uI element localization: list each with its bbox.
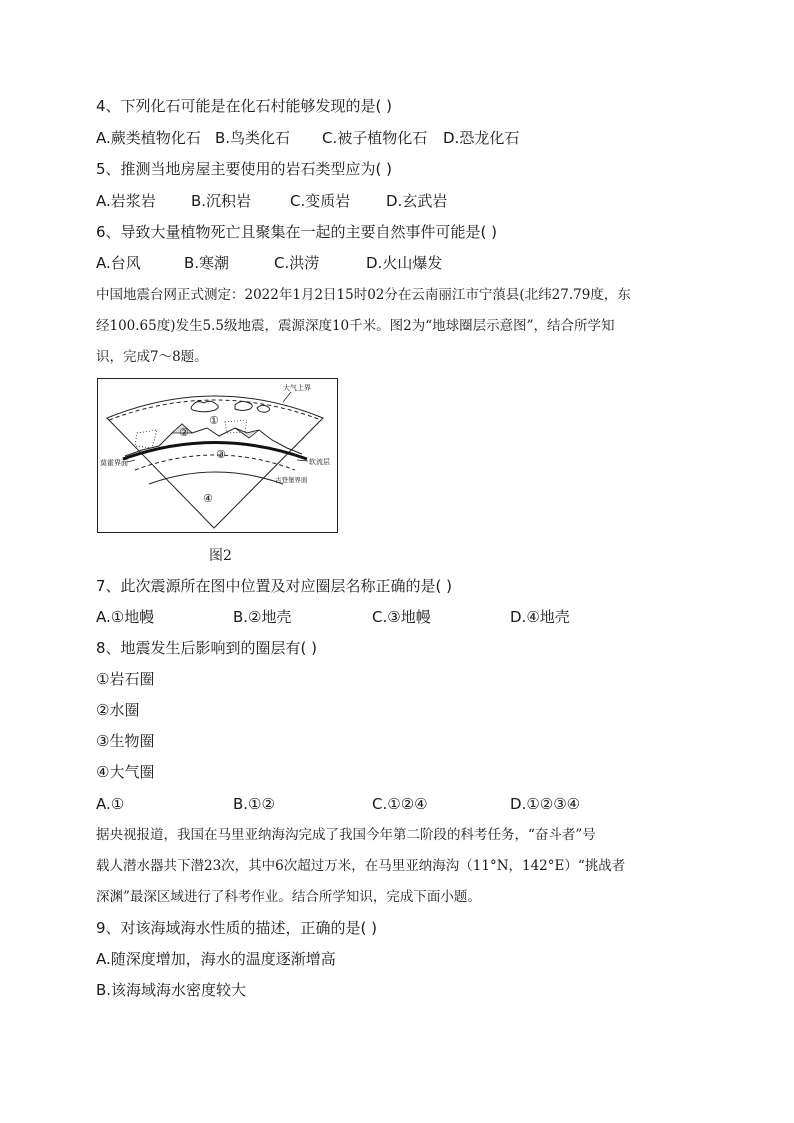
asthenosphere-label: 软流层: [309, 458, 330, 466]
q5-option-b: B.沉积岩: [191, 192, 252, 210]
passage1-line-1: 中国地震台网正式测定：2022年1月2日15时02分在云南丽江市宁蒗县(北纬27.79度，东: [96, 287, 631, 303]
q5-stem: 5、推测当地房屋主要使用的岩石类型应为( ): [96, 160, 393, 178]
q8-stem: 8、地震发生后影响到的圈层有( ): [96, 639, 318, 657]
figure-caption: 图2: [209, 548, 232, 564]
q5-option-d: D.玄武岩: [386, 192, 448, 210]
label-1: ①: [209, 414, 219, 427]
q4-option-c: C.被子植物化石: [322, 129, 428, 147]
cloud-shape: [235, 401, 252, 410]
atmosphere-top-label: 大气上界: [283, 384, 311, 392]
passage2-line-1: 据央视报道，我国在马里亚纳海沟完成了我国今年第二阶段的科考任务，“奋斗者”号: [96, 827, 596, 843]
q6-option-d: D.火山爆发: [366, 254, 443, 272]
q8-item-1: ①岩石圈: [96, 670, 155, 688]
cloud-shape: [257, 405, 270, 412]
passage2-line-3: 深渊”最深区域进行了科考作业。结合所学知识，完成下面小题。: [96, 889, 481, 905]
q8-option-a: A.①: [96, 795, 125, 813]
label-3: ③: [216, 448, 226, 461]
q4-option-a: A.蕨类植物化石: [96, 129, 201, 147]
q6-option-b: B.寒潮: [184, 254, 230, 272]
label-2: ②: [179, 426, 189, 439]
q8-option-b: B.①②: [233, 795, 275, 813]
label-4: ④: [203, 492, 213, 505]
passage1-line-3: 识，完成7～8题。: [96, 349, 208, 365]
q6-stem: 6、导致大量植物死亡且聚集在一起的主要自然事件可能是( ): [96, 223, 498, 241]
q7-option-c: C.③地幔: [372, 608, 431, 626]
cloud-shape: [191, 401, 218, 412]
q6-option-a: A.台风: [96, 254, 141, 272]
passage1-line-2: 经100.65度)发生5.5级地震，震源深度10千米。图2为“地球圈层示意图”，结合所学知: [96, 318, 615, 334]
q4-option-b: B.鸟类化石: [215, 129, 291, 147]
q7-stem: 7、此次震源所在图中位置及对应圈层名称正确的是( ): [96, 577, 453, 595]
q9-option-a: A.随深度增加，海水的温度逐渐增高: [96, 950, 336, 968]
q8-item-2: ②水圈: [96, 701, 140, 719]
q5-option-a: A.岩浆岩: [96, 192, 156, 210]
q7-option-b: B.②地壳: [233, 608, 292, 626]
earth-layers-diagram: [97, 378, 338, 533]
q8-item-4: ④大气圈: [96, 763, 155, 781]
q7-option-d: D.④地壳: [510, 608, 570, 626]
q4-option-d: D.恐龙化石: [443, 129, 520, 147]
q8-option-c: C.①②④: [372, 795, 428, 813]
q7-option-a: A.①地幔: [96, 608, 155, 626]
q9-option-b: B.该海域海水密度较大: [96, 981, 247, 999]
moho-label: 莫霍界面: [100, 459, 128, 467]
q4-stem: 4、下列化石可能是在化石村能够发现的是( ): [96, 97, 393, 115]
gutenberg-label: 古登堡界面: [275, 476, 308, 484]
q6-option-c: C.洪涝: [274, 254, 320, 272]
q5-option-c: C.变质岩: [290, 192, 351, 210]
q9-stem: 9、对该海域海水性质的描述，正确的是( ): [96, 919, 378, 937]
q8-item-3: ③生物圈: [96, 732, 155, 750]
passage2-line-2: 载人潜水器共下潜23次，其中6次超过万米，在马里亚纳海沟（11°N，142°E）“挑战者: [96, 858, 626, 874]
q8-option-d: D.①②③④: [510, 795, 581, 813]
